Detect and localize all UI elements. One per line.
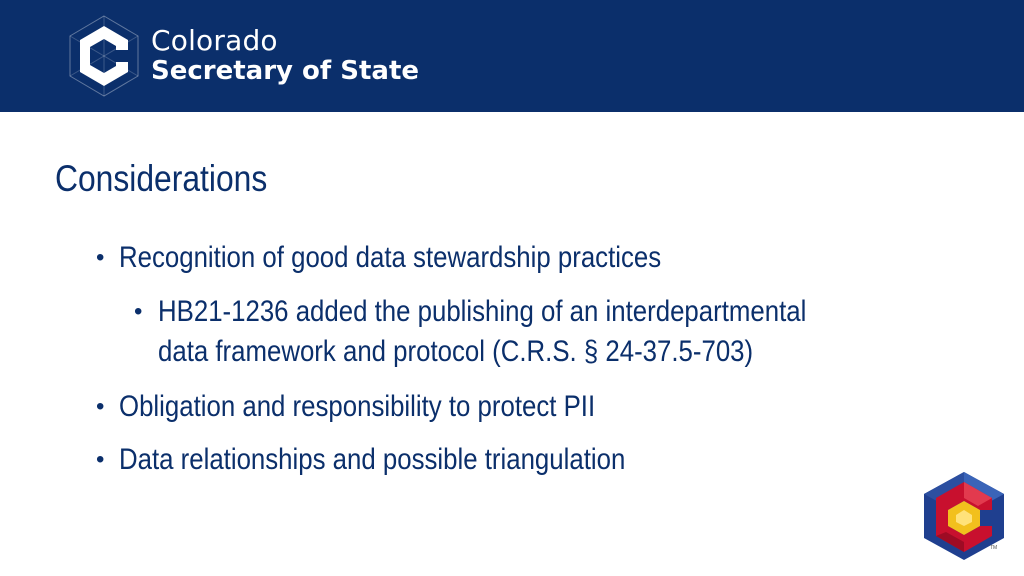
sub-bullet-dot: • (134, 298, 143, 325)
bullet-item: Data relationships and possible triangulation (119, 443, 626, 476)
sub-bullet-item-continuation: data framework and protocol (C.R.S. § 24-37.5-703) (158, 335, 754, 368)
bullet-dot: • (96, 446, 105, 473)
sub-bullet-item: HB21-1236 added the publishing of an interdepartmental (158, 295, 807, 328)
trademark-mark: TM (990, 545, 998, 551)
slide-title: Considerations (55, 158, 268, 199)
bullet-dot: • (96, 244, 105, 271)
org-name-line2: Secretary of State (151, 56, 420, 86)
org-name-line1: Colorado (151, 24, 278, 57)
bullet-item: Recognition of good data stewardship practices (119, 241, 662, 274)
bullet-item: Obligation and responsibility to protect PII (119, 390, 596, 423)
bullet-dot: • (96, 393, 105, 420)
